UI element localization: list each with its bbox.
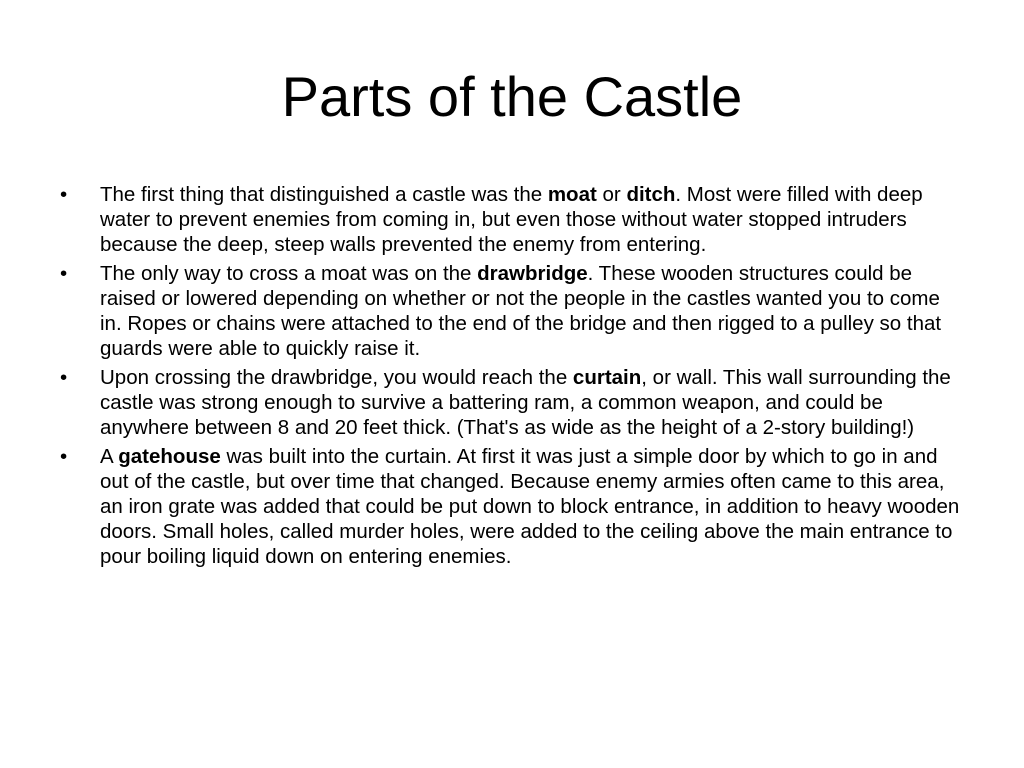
bullet-text: , or wall. This wall surrounding the castle was strong enough to survive a battering ram, a common weapon, and could be anywhere between 8 and 20 feet thick. (That's as wide as the height of a 2-story building!) <box>100 366 951 439</box>
bullet-item-gatehouse <box>55 444 965 569</box>
bullet-text: The only way to cross a moat was on the <box>100 262 478 285</box>
term-moat: moat <box>547 183 597 206</box>
bullet-text: . Most were filled with deep water to prevent enemies from coming in, but even those without water stopped intruders because the deep, steep walls prevented the enemy from entering. <box>100 183 923 256</box>
bullet-list <box>55 182 965 573</box>
term-gatehouse: gatehouse <box>118 445 221 468</box>
bullet-text: . These wooden structures could be raised or lowered depending on whether or not the people in the castles wanted you to come in. Ropes or chains were attached to the end of the bridge and then rigged to a pulley so that guards were able to quickly raise it. <box>100 262 942 360</box>
bullet-text: The first thing that distinguished a castle was the <box>100 183 548 206</box>
term-drawbridge: drawbridge <box>477 262 588 285</box>
bullet-text: A <box>100 445 119 468</box>
slide-title: Parts of the Castle <box>281 65 743 128</box>
bullet-item-drawbridge <box>55 261 965 361</box>
bullet-text: Upon crossing the drawbridge, you would reach the <box>100 366 573 389</box>
bullet-item-curtain <box>55 365 965 440</box>
bullet-icon: • <box>60 183 68 206</box>
bullet-text: was built into the curtain. At first it was just a simple door by which to go in and out of the castle, but over time that changed. Because enemy armies often came to this area, an iron grate was added that could be put down to block entrance, in addition to heavy wooden doors. Small holes, called murder holes, were added to the ceiling above the main entrance to pour boiling liquid down on entering enemies. <box>100 445 960 568</box>
bullet-icon: • <box>60 445 68 468</box>
term-curtain: curtain <box>572 366 642 389</box>
bullet-icon: • <box>60 366 68 389</box>
term-ditch: ditch <box>626 183 676 206</box>
bullet-text: or <box>596 183 627 206</box>
bullet-icon: • <box>60 262 68 285</box>
bullet-item-moat <box>55 182 965 257</box>
